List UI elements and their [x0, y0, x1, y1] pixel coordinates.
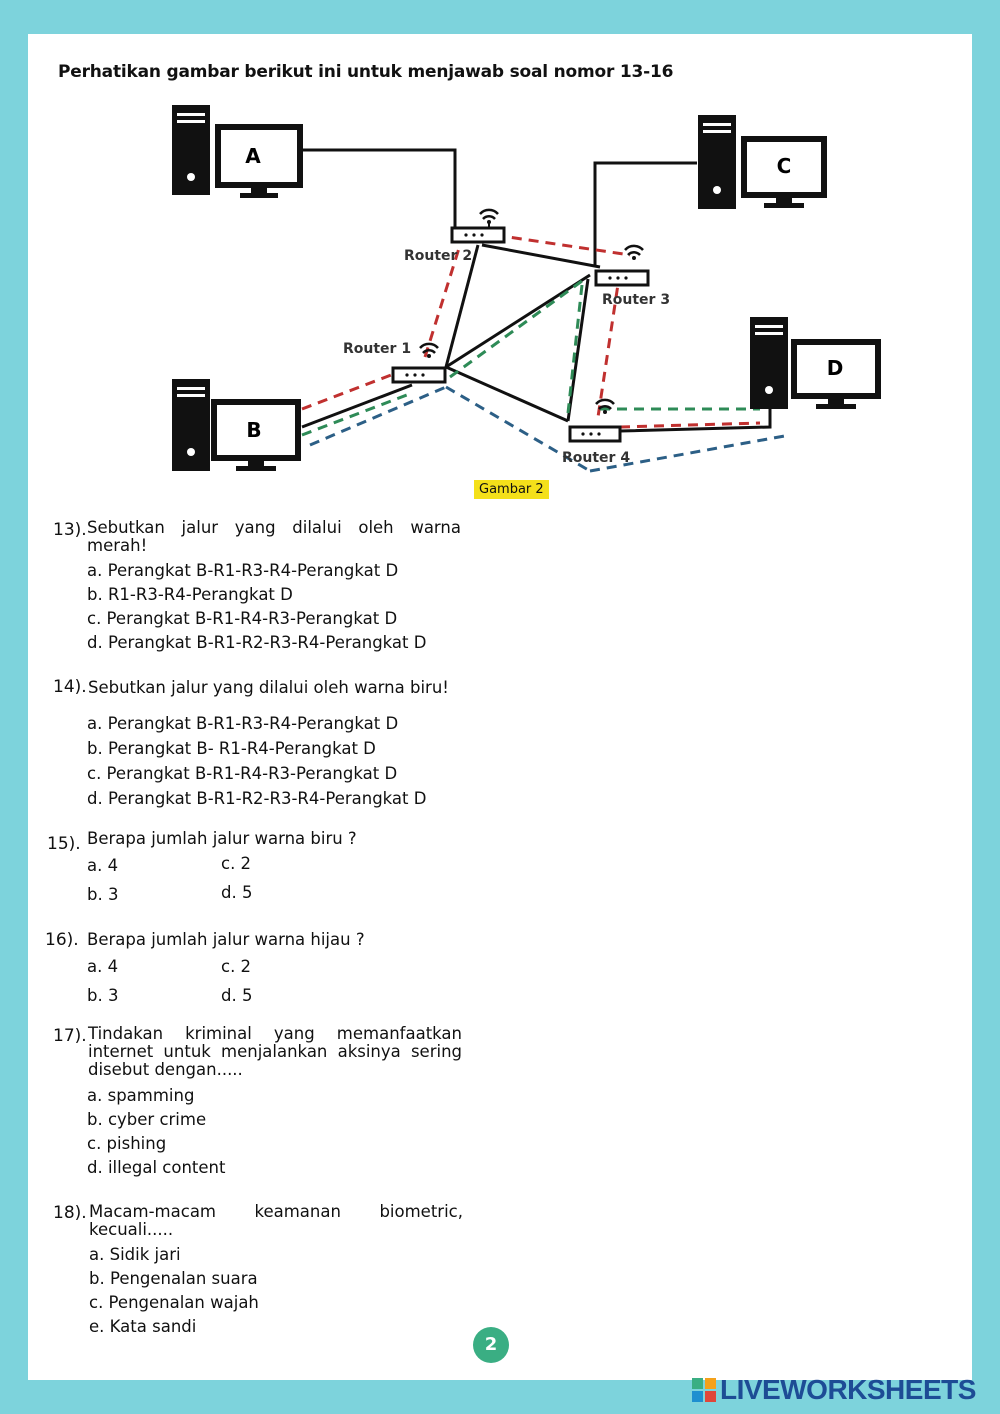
- computer-label-b: B: [246, 418, 262, 442]
- question-15-text: Berapa jumlah jalur warna biru ?: [87, 829, 357, 848]
- question-13-option-d[interactable]: d. Perangkat B-R1-R2-R3-R4-Perangkat D: [87, 633, 427, 652]
- computer-a-icon: [172, 105, 300, 198]
- question-16-option-b[interactable]: b. 3: [87, 986, 119, 1005]
- question-18-number: 18).: [53, 1203, 87, 1223]
- network-diagram: [150, 95, 890, 480]
- question-13-option-a[interactable]: a. Perangkat B-R1-R3-R4-Perangkat D: [87, 561, 399, 580]
- question-15-option-c[interactable]: c. 2: [221, 854, 252, 873]
- question-16-option-d[interactable]: d. 5: [221, 986, 253, 1005]
- question-17-number: 17).: [53, 1026, 87, 1046]
- question-18-option-b[interactable]: b. Pengenalan suara: [89, 1269, 258, 1288]
- router-4-label: Router 4: [562, 450, 631, 466]
- computer-c-icon: [698, 115, 824, 209]
- question-14-option-d[interactable]: d. Perangkat B-R1-R2-R3-R4-Perangkat D: [87, 789, 427, 808]
- figure-caption: Gambar 2: [474, 480, 549, 499]
- router-1-label: Router 1: [343, 341, 412, 357]
- green-path-b-r1: [302, 393, 412, 435]
- computer-label-c: C: [776, 154, 792, 178]
- question-15-option-a[interactable]: a. 4: [87, 856, 119, 875]
- link-a-r2: [302, 150, 455, 230]
- link-c-r3: [595, 163, 697, 267]
- page-number-badge: 2: [473, 1327, 509, 1363]
- question-13-text: Sebutkan jalur yang dilalui oleh warna merah!: [87, 518, 461, 555]
- computer-d-icon: [750, 317, 878, 409]
- question-16-number: 16).: [45, 930, 79, 950]
- question-17-option-b[interactable]: b. cyber crime: [87, 1110, 207, 1129]
- question-14-option-b[interactable]: b. Perangkat B- R1-R4-Perangkat D: [87, 739, 376, 758]
- question-13-option-b[interactable]: b. R1-R3-R4-Perangkat D: [87, 585, 293, 604]
- question-15-number: 15).: [47, 834, 81, 854]
- question-13-number: 13).: [53, 520, 87, 540]
- liveworksheets-logo-icon: [692, 1378, 716, 1402]
- question-18-option-a[interactable]: a. Sidik jari: [89, 1245, 181, 1264]
- link-r3-r4: [568, 279, 588, 421]
- question-17-option-a[interactable]: a. spamming: [87, 1086, 195, 1105]
- question-14-option-c[interactable]: c. Perangkat B-R1-R4-R3-Perangkat D: [87, 764, 398, 783]
- question-14-number: 14).: [53, 677, 87, 697]
- question-16-option-a[interactable]: a. 4: [87, 957, 119, 976]
- question-14-option-a[interactable]: a. Perangkat B-R1-R3-R4-Perangkat D: [87, 714, 399, 733]
- question-16-text: Berapa jumlah jalur warna hijau ?: [87, 930, 365, 949]
- router-2-label: Router 2: [404, 248, 473, 264]
- router-2-icon: [452, 210, 504, 242]
- green-path-r1-r3: [450, 281, 582, 377]
- question-13-option-c[interactable]: c. Perangkat B-R1-R4-R3-Perangkat D: [87, 609, 398, 628]
- brand-name[interactable]: LIVEWORKSHEETS: [720, 1374, 976, 1405]
- router-3-label: Router 3: [602, 292, 671, 308]
- question-15-option-b[interactable]: b. 3: [87, 885, 119, 904]
- question-17-option-d[interactable]: d. illegal content: [87, 1158, 226, 1177]
- link-b-r1: [302, 385, 412, 427]
- question-16-option-c[interactable]: c. 2: [221, 957, 252, 976]
- router-4-icon: [570, 400, 620, 441]
- computer-label-d: D: [826, 356, 844, 380]
- question-17-text: Tindakan kriminal yang memanfaatkan internet untuk menjalankan aksinya sering disebut dengan.....: [88, 1024, 462, 1079]
- computer-label-a: A: [245, 144, 261, 168]
- question-17-option-c[interactable]: c. pishing: [87, 1134, 167, 1153]
- question-15-option-d[interactable]: d. 5: [221, 883, 253, 902]
- question-18-option-c[interactable]: c. Pengenalan wajah: [89, 1293, 259, 1312]
- green-path-r3-r4: [568, 285, 582, 413]
- question-18-text: Macam-macam keamanan biometric, kecuali.....: [89, 1202, 463, 1239]
- instruction-heading: Perhatikan gambar berikut ini untuk menjawab soal nomor 13-16: [58, 62, 674, 82]
- question-14-text: Sebutkan jalur yang dilalui oleh warna biru!: [88, 678, 449, 697]
- link-r1-r4: [446, 367, 568, 421]
- computer-b-icon: [172, 379, 298, 471]
- question-18-option-e[interactable]: e. Kata sandi: [89, 1317, 197, 1336]
